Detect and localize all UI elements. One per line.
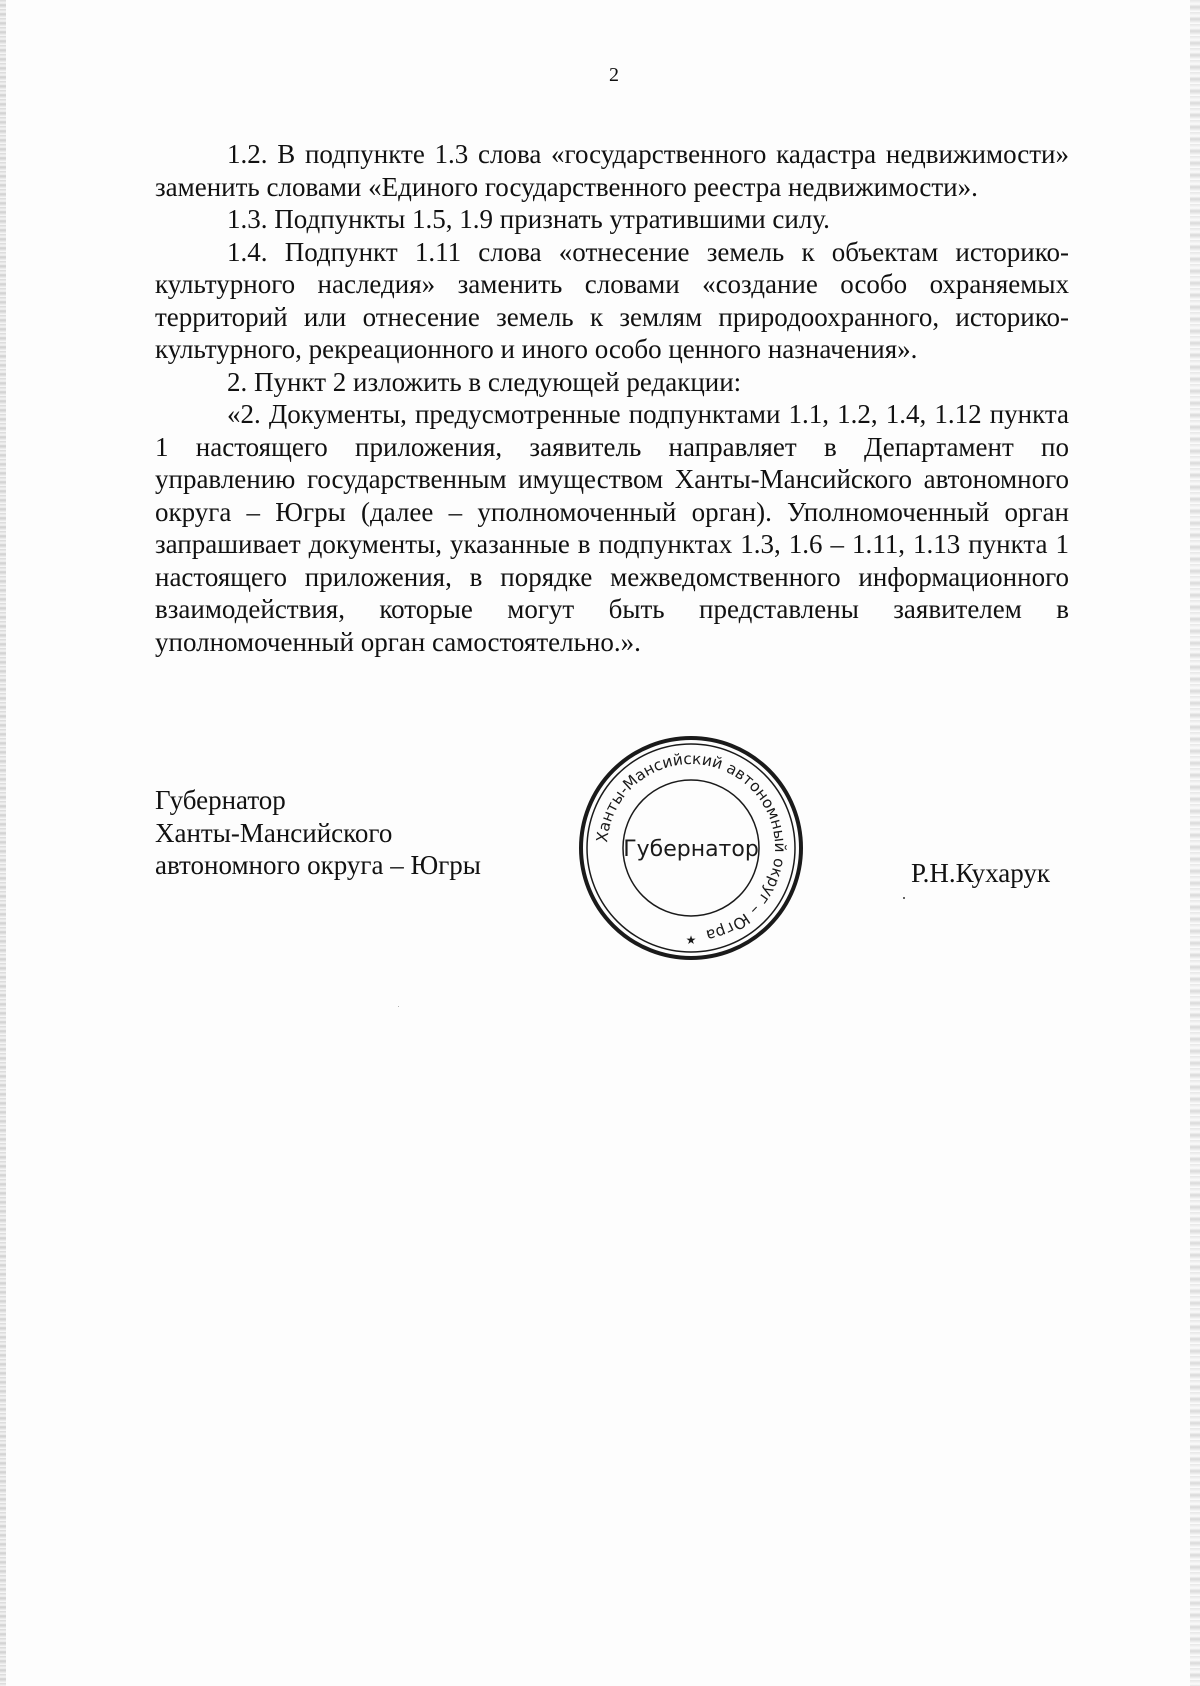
signatory-position-line: автономного округа – Югры [155, 850, 481, 880]
scan-edge-left [0, 0, 6, 1686]
paragraph-1-3: 1.3. Подпункты 1.5, 1.9 признать утратившими силу. [227, 204, 830, 234]
signatory-position-line: Ханты-Мансийского [155, 817, 393, 848]
seal-ring-text: Ханты-Мансийский автономный округ – Югра [593, 749, 790, 945]
official-seal [578, 735, 804, 961]
page-number: 2 [609, 64, 619, 86]
seal-center-text: Губернатор [623, 837, 759, 862]
document-body [155, 138, 1069, 658]
paragraph-1-4: 1.4. Подпункт 1.11 слова «отнесение земель к объектам историко-культурного наследия» заменить словами «создание особо охраняемых территорий или отнесение земель к землям природоохранного, историко-культурного, рекреационного и иного особо ценного назначения». [155, 236, 1069, 364]
signatory-name: Р.Н.Кухарук [911, 858, 1051, 888]
signatory-position [155, 784, 481, 882]
signatory-position-line: Губернатор [155, 785, 286, 815]
paragraph-2-heading: 2. Пункт 2 изложить в следующей редакции: [227, 366, 742, 397]
paragraph-2-text: «2. Документы, предусмотренные подпунктами 1.1, 1.2, 1.4, 1.12 пункта 1 настоящего приложения, заявитель направляет в Департамент по управлению государственным имуществом Ханты-Мансийского автономного округа – Югры (далее – уполномоченный орган). Уполномоченный орган запрашивает документы, указанные в подпунктах 1.3, 1.6 – 1.11, 1.13 пункта 1 настоящего приложения, в порядке межведомственного информационного взаимодействия, которые могут быть представлены заявителем в уполномоченный орган самостоятельно.». [155, 399, 1069, 657]
paragraph-1-2: 1.2. В подпункте 1.3 слова «государственного кадастра недвижимости» заменить словами «Единого государственного реестра недвижимости». [155, 139, 1069, 202]
scan-speck [903, 897, 905, 899]
seal-star-icon: ★ [685, 933, 697, 947]
scan-edge-right [1190, 0, 1200, 1686]
scan-speck [398, 1006, 399, 1007]
